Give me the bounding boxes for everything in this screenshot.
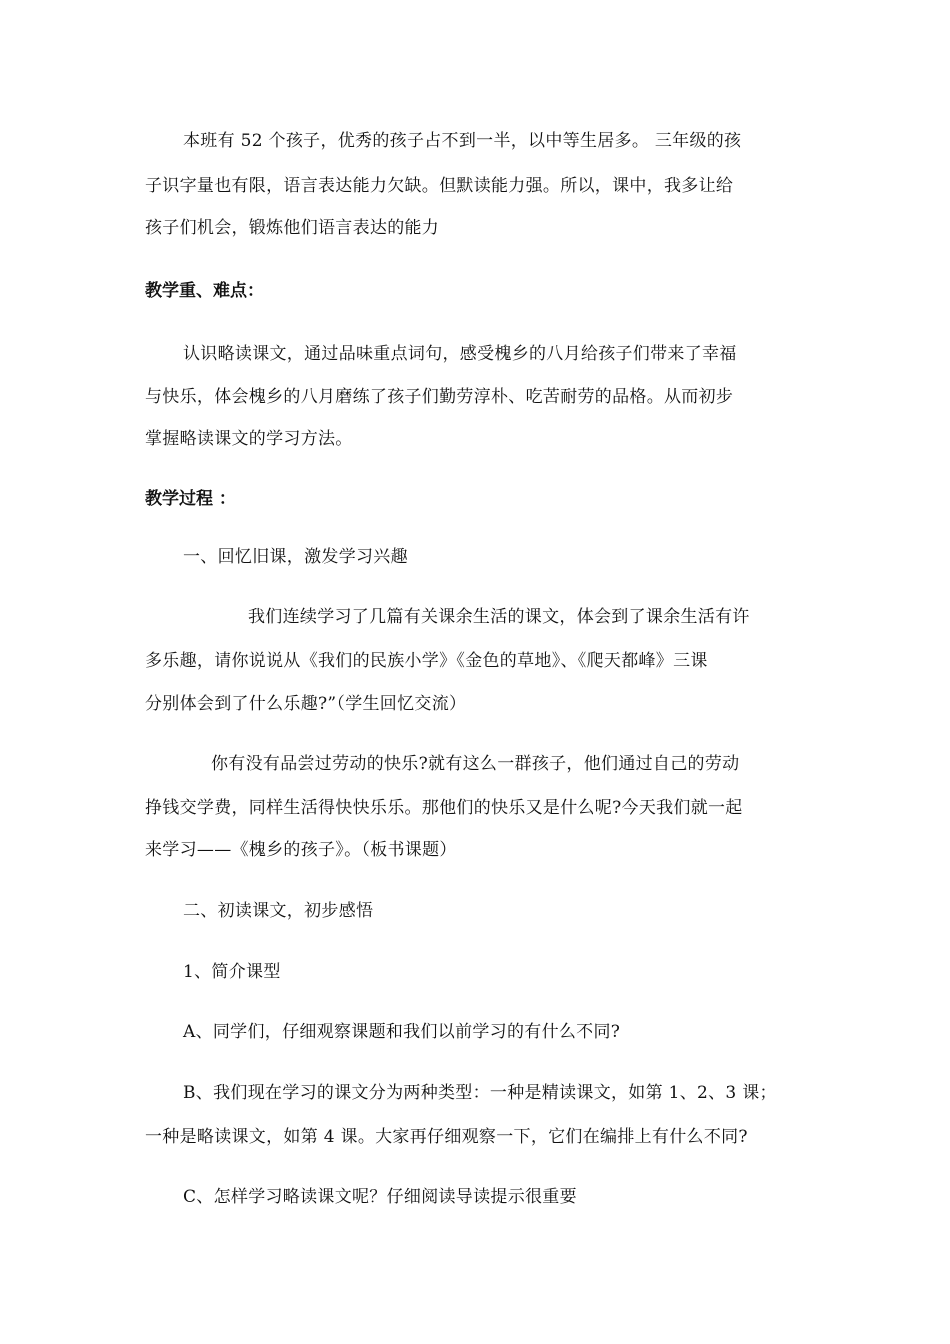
- item-c: C、怎样学习略读课文呢？仔细阅读导读提示很重要: [183, 1187, 577, 1207]
- heading-focus: 教学重、难点：: [145, 281, 264, 301]
- focus-line-2: 与快乐，体会槐乡的八月磨练了孩子们勤劳淳朴、吃苦耐劳的品格。从而初步: [145, 387, 734, 407]
- intro-line-1: 本班有 52 个孩子，优秀的孩子占不到一半，以中等生居多。 三年级的孩: [183, 131, 742, 151]
- section-two-title: 二、初读课文，初步感悟: [183, 901, 374, 921]
- item-a: A、同学们，仔细观察课题和我们以前学习的有什么不同?: [183, 1022, 621, 1042]
- recall-line-1: 我们连续学习了几篇有关课余生活的课文，体会到了课余生活有许: [248, 607, 750, 627]
- lesson-line-2: 挣钱交学费，同样生活得快快乐乐。那他们的快乐又是什么呢?今天我们就一起: [145, 798, 743, 818]
- focus-line-3: 掌握略读课文的学习方法。: [145, 429, 353, 449]
- intro-line-2: 子识字量也有限，语言表达能力欠缺。但默读能力强。所以，课中，我多让给: [145, 176, 734, 196]
- heading-process: 教学过程 ：: [145, 489, 236, 509]
- recall-line-3: 分别体会到了什么乐趣?”（学生回忆交流）: [145, 694, 467, 714]
- recall-line-2: 多乐趣，请你说说从《我们的民族小学》《金色的草地》、《爬天都峰》三课: [145, 651, 708, 671]
- focus-line-1: 认识略读课文，通过品味重点词句，感受槐乡的八月给孩子们带来了幸福: [183, 344, 737, 364]
- lesson-line-1: 你有没有品尝过劳动的快乐?就有这么一群孩子，他们通过自己的劳动: [211, 754, 740, 774]
- item-b-line-1: B、我们现在学习的课文分为两种类型：一种是精读课文，如第 1、2、3 课；: [183, 1083, 777, 1103]
- item-1: 1、简介课型: [183, 962, 281, 982]
- item-b-line-2: 一种是略读课文，如第 4 课。大家再仔细观察一下，它们在编排上有什么不同?: [145, 1127, 748, 1147]
- lesson-line-3: 来学习——《槐乡的孩子》。（板书课题）: [145, 840, 457, 860]
- section-one-title: 一、回忆旧课，激发学习兴趣: [183, 547, 408, 567]
- intro-line-3: 孩子们机会，锻炼他们语言表达的能力: [145, 218, 440, 238]
